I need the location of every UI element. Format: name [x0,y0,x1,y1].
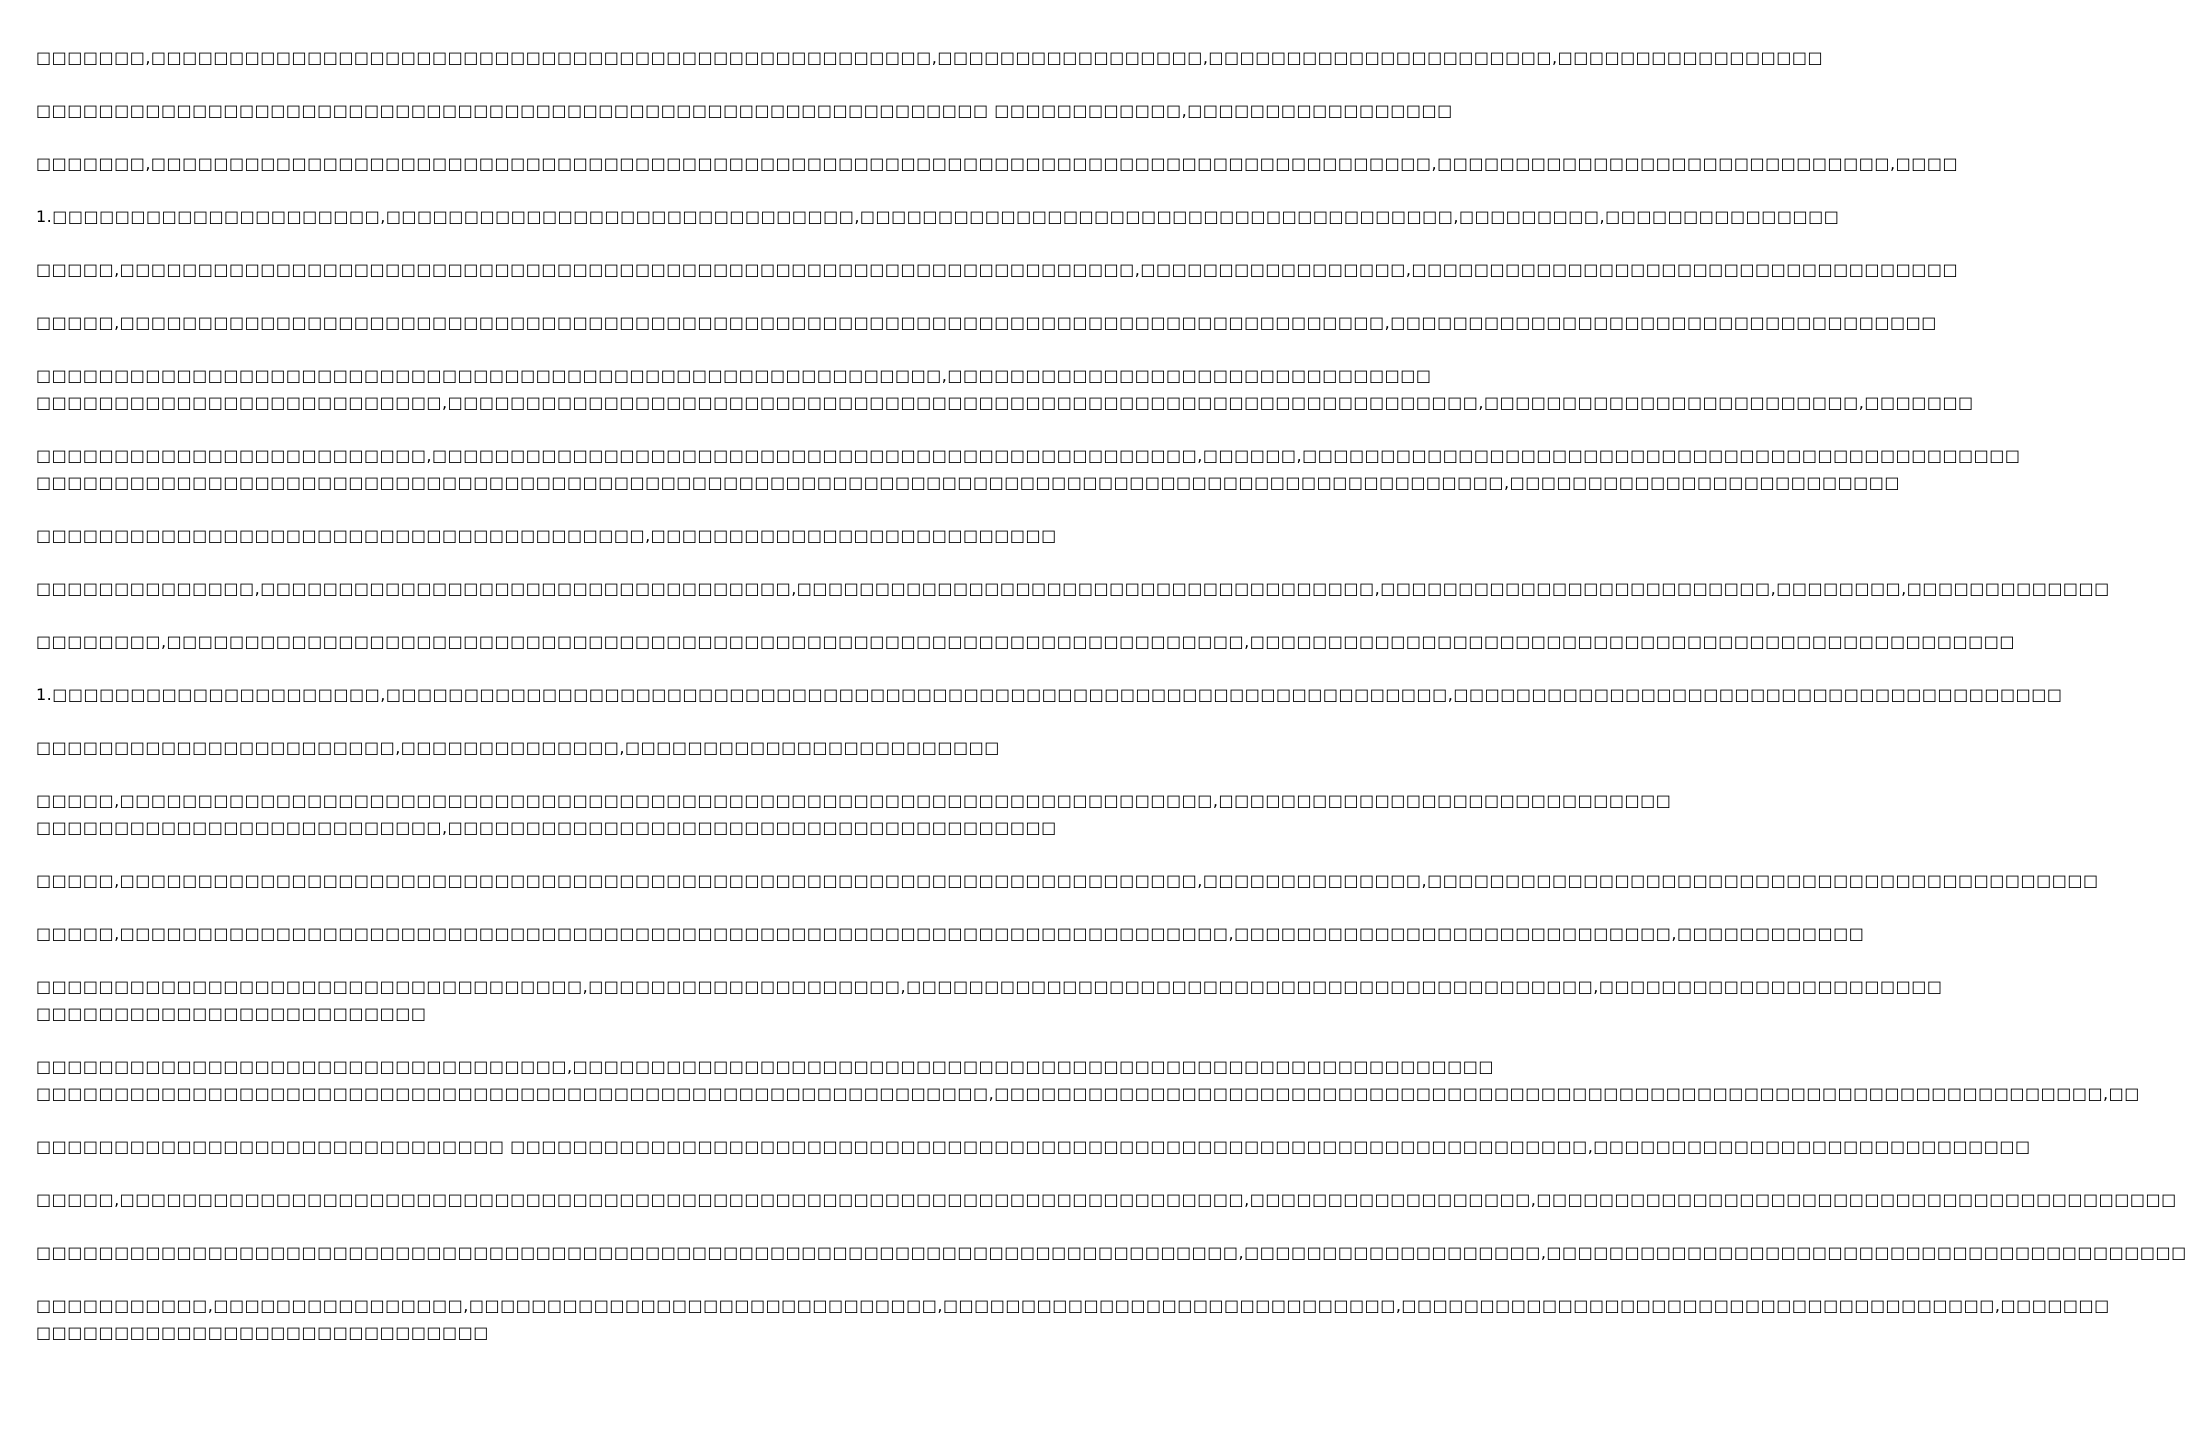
paragraph-line: □□□□□□□□□□□□□□□□□□□□□□□□□□,□□□□□□□□□□□□□□□□□□□□□□□□□□□□□□□□□□□□□□□□□□□□□□□□□□□□□□□□□□□□□□□□□□,□□□□□□□□□□□□□□□□□□□□□□□□,□□□□□□□ [36,393,1974,412]
paragraph-line: □□□□□□□□□□□□□□□□□□□□□□□□□□□□□□□□□□□□□□□□□□□□□□□□□□□□□□□□□□□□□,□□□□□□□□□□□□□□□□□□□□□□□□□□□□□□□□□□□□□□□□□□□□□□□□□□□□□□□□□□□□□□□□□□□□□□□,□□ [36,1084,2140,1103]
paragraph-line: □□□□□,□□□□□□□□□□□□□□□□□□□□□□□□□□□□□□□□□□□□□□□□□□□□□□□□□□□□□□□□□□□□□□□□□□□□□□□,□□□□□□□□□□□□□□□□□□□□□□□□□□□□,□□□□□□□□□□□□ [36,924,1865,943]
paragraph-line: □□□□□,□□□□□□□□□□□□□□□□□□□□□□□□□□□□□□□□□□□□□□□□□□□□□□□□□□□□□□□□□□□□□□□□□□□□□□□□□□□□□□□□□,□□□□□□□□□□□□□□□□□□□□□□□□□□□□□□□□□□□ [36,313,1937,332]
paragraph [36,256,1959,283]
paragraph-line: □□□□□□□□□□□□□□□□□□□□□□□□□□□□□□□□□□□□□□□□□□□□□□□□□□□□□□□□□□□□□□□□□□□□□□□□□□□□□,□□□□□□□□□□□□□□□□□□□,□□□□□□□□□□□□□□□□□□□□□□□□□□□□□□□□□□□□□□□□□ [36,1243,2187,1262]
paragraph-line: □□□□□□□□□□□□□□□□□□□□□□□□□□□□□□□□□□□□□□□,□□□□□□□□□□□□□□□□□□□□□□□□□□ [36,526,1057,545]
paragraph-line: □□□□□□□□□□□□□□□□□□□□□□□□□□,□□□□□□□□□□□□□□□□□□□□□□□□□□□□□□□□□□□□□□□ [36,818,1057,837]
paragraph [36,203,1840,230]
paragraph [36,150,1959,177]
paragraph-line: □□□□□,□□□□□□□□□□□□□□□□□□□□□□□□□□□□□□□□□□□□□□□□□□□□□□□□□□□□□□□□□□□□□□□□□□□□□□□□,□□□□□□□□□□□□□□□□□□,□□□□□□□□□□□□□□□□□□□□□□□□□□□□□□□□□□□□□□□□□ [36,1190,2177,1209]
paragraph [36,681,2063,708]
paragraph [36,1053,2140,1107]
paragraph-line: □□□□□□□□□□□□□□□□□□□□□□□□□□□□□□□□□□,□□□□□□□□□□□□□□□□□□□□□□□□□□□□□□□□□□□□□□□□□□□□□□□□□□□□□□□□□□□ [36,1057,1494,1076]
paragraph-line: □□□□□□□□□□□□□□□□□□□□□□□,□□□□□□□□□□□□□□,□□□□□□□□□□□□□□□□□□□□□□□□ [36,738,1000,757]
paragraph [36,575,2110,602]
paragraph-line: □□□□□□□□□□□□□□□□□□□□□□□□□□□□□□□□□□□□□□□□□□□□□□□□□□□□□□□□□□,□□□□□□□□□□□□□□□□□□□□□□□□□□□□□□□ [36,366,1432,385]
paragraph-line: □□□□□□□□,□□□□□□□□□□□□□□□□□□□□□□□□□□□□□□□□□□□□□□□□□□□□□□□□□□□□□□□□□□□□□□□□□□□□□,□□□□□□□□□□□□□□□□□□□□□□□□□□□□□□□□□□□□□□□□□□□□□□□□□ [36,632,2015,651]
paragraph [36,362,1974,416]
paragraph-line: □□□□□□□□□□□□□□□□□□□□□□□□□,□□□□□□□□□□□□□□□□□□□□□□□□□□□□□□□□□□□□□□□□□□□□□□□□□,□□□□□□,□□□□□□□□□□□□□□□□□□□□□□□□□□□□□□□□□□□□□□□□□□□□□□ [36,446,2021,465]
paragraph [36,1186,2177,1213]
paragraph-line: □□□□□□□□□□□□□□□□□□□□□□□□□□□□□□□□□□□□□□□□□□□□□□□□□□□□□□□□□□□□□ □□□□□□□□□□□□,□□□□□□□□□□□□□□□□□ [36,101,1453,120]
paragraph-line: □□□□□□□□□□□,□□□□□□□□□□□□□□□□,□□□□□□□□□□□□□□□□□□□□□□□□□□□□□□,□□□□□□□□□□□□□□□□□□□□□□□□□□□□□,□□□□□□□□□□□□□□□□□□□□□□□□□□□□□□□□□□□□□□,□□□□□□□ [36,1296,2110,1315]
paragraph-line: □□□□□□□□□□□□□□□□□□□□□□□□□□□□□□ □□□□□□□□□□□□□□□□□□□□□□□□□□□□□□□□□□□□□□□□□□□□□□□□□□□□□□□□□□□□□□□□□□□□□,□□□□□□□□□□□□□□□□□□□□□□□□□□□□ [36,1137,2031,1156]
paragraph-line: □□□□□□□,□□□□□□□□□□□□□□□□□□□□□□□□□□□□□□□□□□□□□□□□□□□□□□□□□□□□□□□□□□□□□□□□□□□□□□□□□□□□□□□□□□,□□□□□□□□□□□□□□□□□□□□□□□□□□□□□,□□□□ [36,154,1959,173]
paragraph [36,442,2021,496]
paragraph [36,787,1672,841]
paragraph [36,1239,2187,1266]
paragraph [36,97,1453,124]
paragraph-line: 1.□□□□□□□□□□□□□□□□□□□□□,□□□□□□□□□□□□□□□□□□□□□□□□□□□□□□□□□□□□□□□□□□□□□□□□□□□□□□□□□□□□□□□□□□□□,□□□□□□□□□□□□□□□□□□□□□□□□□□□□□□□□□□□□□□□ [36,685,2063,704]
paragraph [36,734,1000,761]
paragraph-line: □□□□□□□□□□□□□□,□□□□□□□□□□□□□□□□□□□□□□□□□□□□□□□□□□,□□□□□□□□□□□□□□□□□□□□□□□□□□□□□□□□□□□□□,□□□□□□□□□□□□□□□□□□□□□□□□□,□□□□□□□□,□□□□□□□□□□□□□ [36,579,2110,598]
paragraph-line: □□□□□,□□□□□□□□□□□□□□□□□□□□□□□□□□□□□□□□□□□□□□□□□□□□□□□□□□□□□□□□□□□□□□□□□□□□□□,□□□□□□□□□□□□□□□□□□□□□□□□□□□□□ [36,791,1672,810]
paragraph [36,867,2099,894]
paragraph [36,522,1057,549]
paragraph-line: □□□□□,□□□□□□□□□□□□□□□□□□□□□□□□□□□□□□□□□□□□□□□□□□□□□□□□□□□□□□□□□□□□□□□□□,□□□□□□□□□□□□□□□□□,□□□□□□□□□□□□□□□□□□□□□□□□□□□□□□□□□□□ [36,260,1959,279]
paragraph [36,44,1824,71]
paragraph [36,973,1943,1027]
paragraph-line: 1.□□□□□□□□□□□□□□□□□□□□□,□□□□□□□□□□□□□□□□□□□□□□□□□□□□□□,□□□□□□□□□□□□□□□□□□□□□□□□□□□□□□□□□□□□□□,□□□□□□□□□,□□□□□□□□□□□□□□□ [36,207,1840,226]
paragraph [36,1292,2110,1346]
paragraph-line: □□□□□□□□□□□□□□□□□□□□□□□□□□□□□□□□□□□□□□□□□□□□□□□□□□□□□□□□□□□□□□□□□□□□□□□□□□□□□□□□□□□□□□□□□□□□□□,□□□□□□□□□□□□□□□□□□□□□□□□□ [36,473,1901,492]
paragraph [36,309,1937,336]
paragraph [36,1133,2031,1160]
paragraph-line: □□□□□□□,□□□□□□□□□□□□□□□□□□□□□□□□□□□□□□□□□□□□□□□□□□□□□□□□□□,□□□□□□□□□□□□□□□□□,□□□□□□□□□□□□□□□□□□□□□□,□□□□□□□□□□□□□□□□□ [36,48,1824,67]
paragraph-line: □□□□□□□□□□□□□□□□□□□□□□□□□□□□□ [36,1323,489,1342]
paragraph [36,920,1865,947]
paragraph-line: □□□□□,□□□□□□□□□□□□□□□□□□□□□□□□□□□□□□□□□□□□□□□□□□□□□□□□□□□□□□□□□□□□□□□□□□□□□,□□□□□□□□□□□□□□,□□□□□□□□□□□□□□□□□□□□□□□□□□□□□□□□□□□□□□□□□□□ [36,871,2099,890]
document-body [36,44,2187,1434]
paragraph [36,628,2015,655]
paragraph-line: □□□□□□□□□□□□□□□□□□□□□□□□□□□□□□□□□□□,□□□□□□□□□□□□□□□□□□□□,□□□□□□□□□□□□□□□□□□□□□□□□□□□□□□□□□□□□□□□□□□□□,□□□□□□□□□□□□□□□□□□□□□□ [36,977,1943,996]
paragraph-line: □□□□□□□□□□□□□□□□□□□□□□□□□ [36,1004,427,1023]
